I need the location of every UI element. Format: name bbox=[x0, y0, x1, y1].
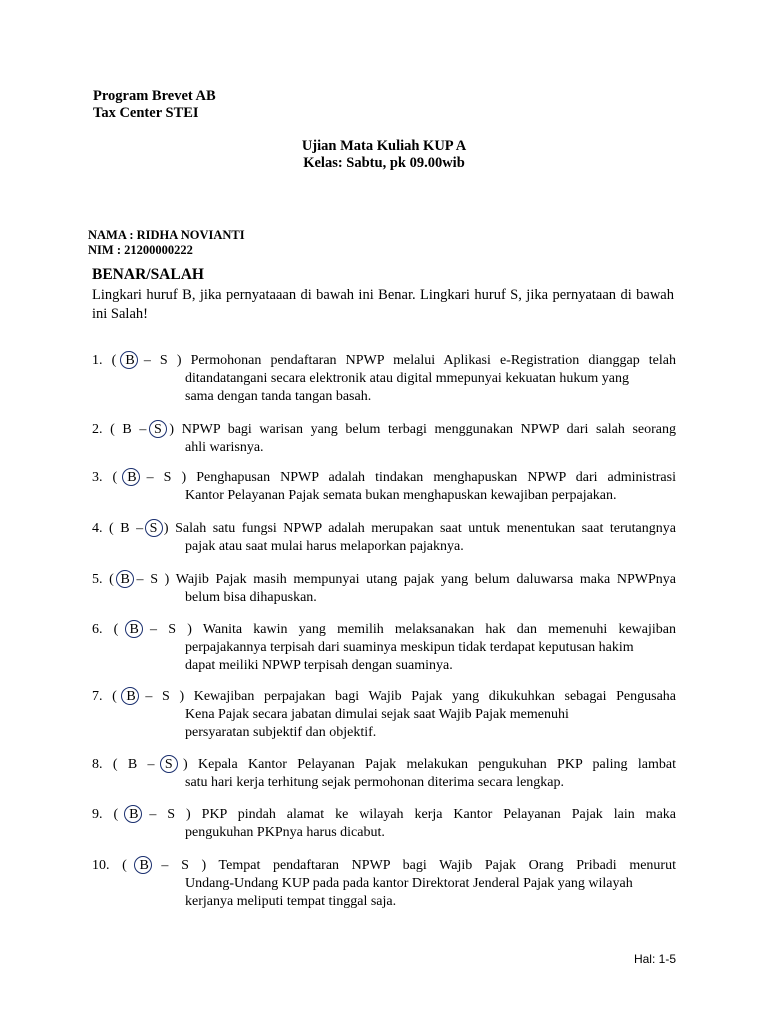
question-text: Kewajiban perpajakan bagi Wajib Pajak yang dikukuhkan sebagai Pengusaha bbox=[193, 689, 676, 704]
question-number: 6. bbox=[92, 622, 103, 637]
question-number: 3. bbox=[92, 470, 103, 485]
question-continuation-line: ahli warisnya. bbox=[185, 440, 264, 455]
question-item bbox=[92, 688, 676, 742]
answer-circle-mark bbox=[116, 570, 134, 588]
question-item bbox=[92, 857, 676, 911]
choice-s: S bbox=[165, 756, 173, 774]
question-first-line bbox=[92, 621, 676, 639]
question-first-line bbox=[92, 857, 676, 875]
question-item bbox=[92, 421, 676, 457]
choice-s: S bbox=[150, 520, 158, 538]
question-continuation-line: belum bisa dihapuskan. bbox=[185, 590, 317, 605]
class-info: Kelas: Sabtu, pk 09.00wib bbox=[303, 155, 465, 171]
question-number: 9. bbox=[92, 807, 103, 822]
question-text: Tempat pendaftaran NPWP bagi Wajib Pajak Orang Pribadi menurut bbox=[218, 858, 676, 873]
question-continuation-line: perpajakannya terpisah dari suaminya meskipun tidak terdapat keputusan hakim bbox=[185, 640, 634, 655]
answer-choice: ( B – S ) bbox=[102, 353, 191, 368]
student-nim: NIM : 21200000222 bbox=[88, 243, 193, 257]
question-first-line bbox=[92, 520, 676, 538]
choice-b: B bbox=[130, 621, 139, 639]
question-continuation-line: satu hari kerja terhitung sejak permohonan diterima secara lengkap. bbox=[185, 775, 565, 790]
question-text: PKP pindah alamat ke wilayah kerja Kantor Pelayanan Pajak lain maka bbox=[201, 807, 676, 822]
question-first-line bbox=[92, 571, 676, 589]
question-first-line bbox=[92, 352, 676, 370]
program-title: Program Brevet AB bbox=[93, 88, 216, 104]
question-number: 4. bbox=[92, 521, 103, 536]
choice-b: B bbox=[121, 571, 130, 589]
answer-circle-mark bbox=[149, 420, 167, 438]
question-number: 10. bbox=[92, 858, 110, 873]
question-number: 8. bbox=[92, 757, 103, 772]
section-instruction: Lingkari huruf B, jika pernyataaan di bawah ini Benar. Lingkari huruf S, jika pernyataan di bawah ini Salah! bbox=[92, 287, 674, 322]
exam-title: Ujian Mata Kuliah KUP A bbox=[301, 138, 467, 154]
question-continuation-line: Undang-Undang KUP pada pada kantor Direktorat Jenderal Pajak yang wilayah bbox=[185, 876, 633, 891]
answer-circle-mark bbox=[120, 351, 138, 369]
question-item bbox=[92, 520, 676, 556]
choice-b: B bbox=[120, 521, 130, 536]
question-continuation-line: ditandatangani secara elektronik atau digital mmepunyai kekuatan hukum yang bbox=[185, 371, 629, 386]
choice-b: B bbox=[129, 806, 138, 824]
choice-b: B bbox=[126, 688, 135, 706]
choice-s: S bbox=[168, 622, 177, 637]
question-text: Kepala Kantor Pelayanan Pajak melakukan pengukuhan PKP paling lambat bbox=[198, 757, 676, 772]
question-continuation-line: pajak atau saat mulai harus melaporkan pajaknya. bbox=[185, 539, 464, 554]
question-number: 5. bbox=[92, 572, 103, 587]
choice-s: S bbox=[162, 689, 170, 704]
page-number: Hal: 1-5 bbox=[633, 952, 676, 966]
question-continuation-line: kerjanya meliputi tempat tinggal saja. bbox=[185, 894, 397, 909]
answer-choice: ( B – S ) bbox=[102, 422, 182, 437]
choice-s: S bbox=[163, 470, 172, 485]
answer-choice: ( B – S ) bbox=[102, 521, 176, 536]
question-item bbox=[92, 571, 676, 607]
question-item bbox=[92, 806, 676, 842]
choice-s: S bbox=[181, 858, 189, 873]
question-continuation-line: dapat meiliki NPWP terpisah dengan suaminya. bbox=[185, 658, 453, 673]
question-number: 1. bbox=[92, 353, 103, 368]
question-first-line bbox=[92, 421, 676, 439]
question-text: Permohonan pendaftaran NPWP melalui Aplikasi e-Registration dianggap telah bbox=[190, 353, 677, 368]
question-continuation-line: pengukuhan PKPnya harus dicabut. bbox=[185, 825, 385, 840]
answer-choice: ( B – S ) bbox=[102, 572, 176, 587]
answer-circle-mark bbox=[160, 755, 178, 773]
question-first-line bbox=[92, 756, 676, 774]
question-first-line bbox=[92, 688, 676, 706]
question-continuation-line: persyaratan subjektif dan objektif. bbox=[185, 725, 377, 740]
choice-b: B bbox=[139, 857, 148, 875]
answer-choice: ( B – S ) bbox=[102, 689, 194, 704]
question-text: Salah satu fungsi NPWP adalah merupakan saat untuk menentukan saat terutangnya bbox=[175, 521, 676, 536]
choice-s: S bbox=[150, 572, 158, 587]
answer-choice: ( B – S ) bbox=[109, 858, 219, 873]
question-number: 7. bbox=[92, 689, 103, 704]
student-name: NAMA : RIDHA NOVIANTI bbox=[88, 228, 245, 242]
question-item bbox=[92, 469, 676, 505]
section-title: BENAR/SALAH bbox=[92, 266, 204, 283]
question-item bbox=[92, 756, 676, 792]
answer-circle-mark bbox=[134, 856, 152, 874]
question-text: Penghapusan NPWP adalah tindakan menghapuskan NPWP dari administrasi bbox=[196, 470, 676, 485]
choice-s: S bbox=[154, 421, 162, 439]
choice-b: B bbox=[127, 469, 136, 487]
answer-circle-mark bbox=[145, 519, 163, 537]
answer-choice: ( B – S ) bbox=[102, 470, 197, 485]
choice-s: S bbox=[167, 807, 176, 822]
answer-choice: ( B – S ) bbox=[102, 622, 203, 637]
answer-choice: ( B – S ) bbox=[102, 807, 202, 822]
question-item bbox=[92, 352, 676, 406]
choice-b: B bbox=[127, 757, 138, 772]
question-first-line bbox=[92, 469, 676, 487]
choice-b: B bbox=[125, 352, 134, 370]
answer-circle-mark bbox=[125, 620, 143, 638]
question-continuation-line: Kena Pajak secara jabatan dimulai sejak saat Wajib Pajak memenuhi bbox=[185, 707, 569, 722]
question-number: 2. bbox=[92, 422, 103, 437]
answer-circle-mark bbox=[122, 468, 140, 486]
question-first-line bbox=[92, 806, 676, 824]
answer-choice: ( B – S ) bbox=[102, 757, 199, 772]
choice-b: B bbox=[122, 422, 132, 437]
answer-circle-mark bbox=[124, 805, 142, 823]
question-item bbox=[92, 621, 676, 675]
answer-circle-mark bbox=[121, 687, 139, 705]
institution-name: Tax Center STEI bbox=[93, 105, 199, 121]
question-text: Wajib Pajak masih mempunyai utang pajak yang belum daluwarsa maka NPWPnya bbox=[175, 572, 676, 587]
question-text: NPWP bagi warisan yang belum terbagi menggunakan NPWP dari salah seorang bbox=[181, 422, 676, 437]
question-continuation-line: Kantor Pelayanan Pajak semata bukan menghapuskan kewajiban perpajakan. bbox=[185, 488, 617, 503]
question-text: Wanita kawin yang memilih melaksanakan hak dan memenuhi kewajiban bbox=[202, 622, 676, 637]
question-continuation-line: sama dengan tanda tangan basah. bbox=[185, 389, 372, 404]
choice-s: S bbox=[159, 353, 168, 368]
